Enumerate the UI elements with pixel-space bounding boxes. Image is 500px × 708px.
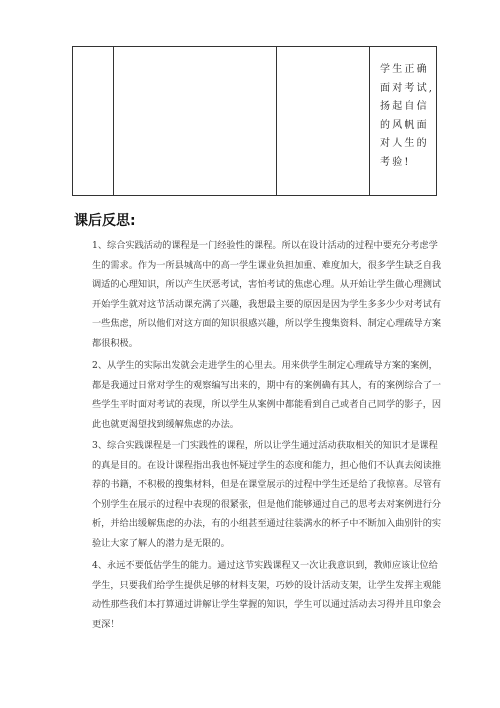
- paragraph-line: 此也就更渴望找到缓解焦虑的办法。: [92, 418, 239, 430]
- table-column-divider: [369, 47, 370, 195]
- cell-line: 扬起自信: [380, 101, 429, 112]
- reflection-heading: 课后反思:: [74, 213, 136, 229]
- paragraph-line: 4、永远不要低估学生的能力。通过这节实践课程又一次让我意识到，教师应该让位给: [92, 560, 438, 571]
- cell-line: 面对考试,: [380, 82, 435, 94]
- reflection-paragraph-2: [92, 356, 442, 434]
- paragraph-line: 3、综合实践课程是一门实践性的课程，所以让学生通过活动获取相关的知识才是课程: [92, 440, 438, 451]
- paragraph-line: 开始学生就对这节活动课充满了兴趣，我想最主要的原因是因为学生多多少少对考试有: [92, 298, 442, 310]
- paragraph-line: 更深！: [92, 618, 120, 630]
- table-column-divider: [276, 47, 277, 195]
- table-column-divider: [113, 47, 114, 195]
- paragraph-line: 个别学生在展示的过程中表现的很紧张，但是他们能够通过自己的思考去对案例进行分: [92, 498, 442, 510]
- reflection-paragraph-3: [92, 436, 442, 553]
- paragraph-line: 荐的书籍，不积极的搜集材料，但是在课堂展示的过程中学生还是给了我惊喜。尽管有: [92, 479, 442, 490]
- table-right-border: [436, 47, 437, 195]
- paragraph-line: 都很积极。: [92, 337, 138, 349]
- cell-line: 考验!: [380, 156, 411, 168]
- cell-line: 的风帆面: [380, 119, 429, 131]
- paragraph-line: 析，并给出缓解焦虑的办法，有的小组甚至通过往装满水的杯子中不断加入曲别针的实: [92, 518, 442, 529]
- paragraph-line: 都是我通过日常对学生的观察编写出来的，期中有的案例确有其人，有的案例综合了一: [92, 379, 442, 391]
- reflection-paragraph-1: [92, 236, 442, 353]
- paragraph-line: 些学生平时面对考试的表现，所以学生从案例中都能看到自己或者自己同学的影子，因: [92, 399, 442, 410]
- paragraph-line: 学生，只要我们给学生提供足够的材料支架，巧妙的设计活动支架，让学生发挥主观能: [92, 579, 442, 591]
- paragraph-line: 的真是目的。在设计课程指出我也怀疑过学生的态度和能力，担心他们不认真去阅读推: [92, 459, 442, 471]
- cell-line: 学生正确: [380, 64, 429, 75]
- reflection-paragraph-4: [92, 556, 442, 634]
- lesson-plan-table-fragment: [72, 46, 437, 196]
- paragraph-line: 1、综合实践活动的课程是一门经验性的课程。所以在设计活动的过程中要充分考虑学: [92, 240, 438, 251]
- cell-line: 对人生的: [380, 138, 429, 149]
- paragraph-line: 动性那些我们本打算通过讲解让学生掌握的知识，学生可以通过活动去习得并且印象会: [92, 599, 442, 610]
- paragraph-line: 生的需求。作为一所县城高中的高一学生课业负担加重、难度加大，很多学生缺乏自我: [92, 259, 442, 271]
- paragraph-line: 调适的心理知识，所以产生厌恶考试，害怕考试的焦虑心理。从开始让学生做心理测试: [92, 279, 442, 290]
- paragraph-line: 2、从学生的实际出发就会走进学生的心里去。用来供学生制定心理疏导方案的案例，: [92, 360, 438, 371]
- table-cell-student-goal: [380, 61, 435, 172]
- paragraph-line: 一些焦虑，所以他们对这方面的知识很感兴趣，所以学生搜集资料、制定心理疏导方案: [92, 318, 442, 329]
- paragraph-line: 验让大家了解人的潜力是无限的。: [92, 537, 230, 549]
